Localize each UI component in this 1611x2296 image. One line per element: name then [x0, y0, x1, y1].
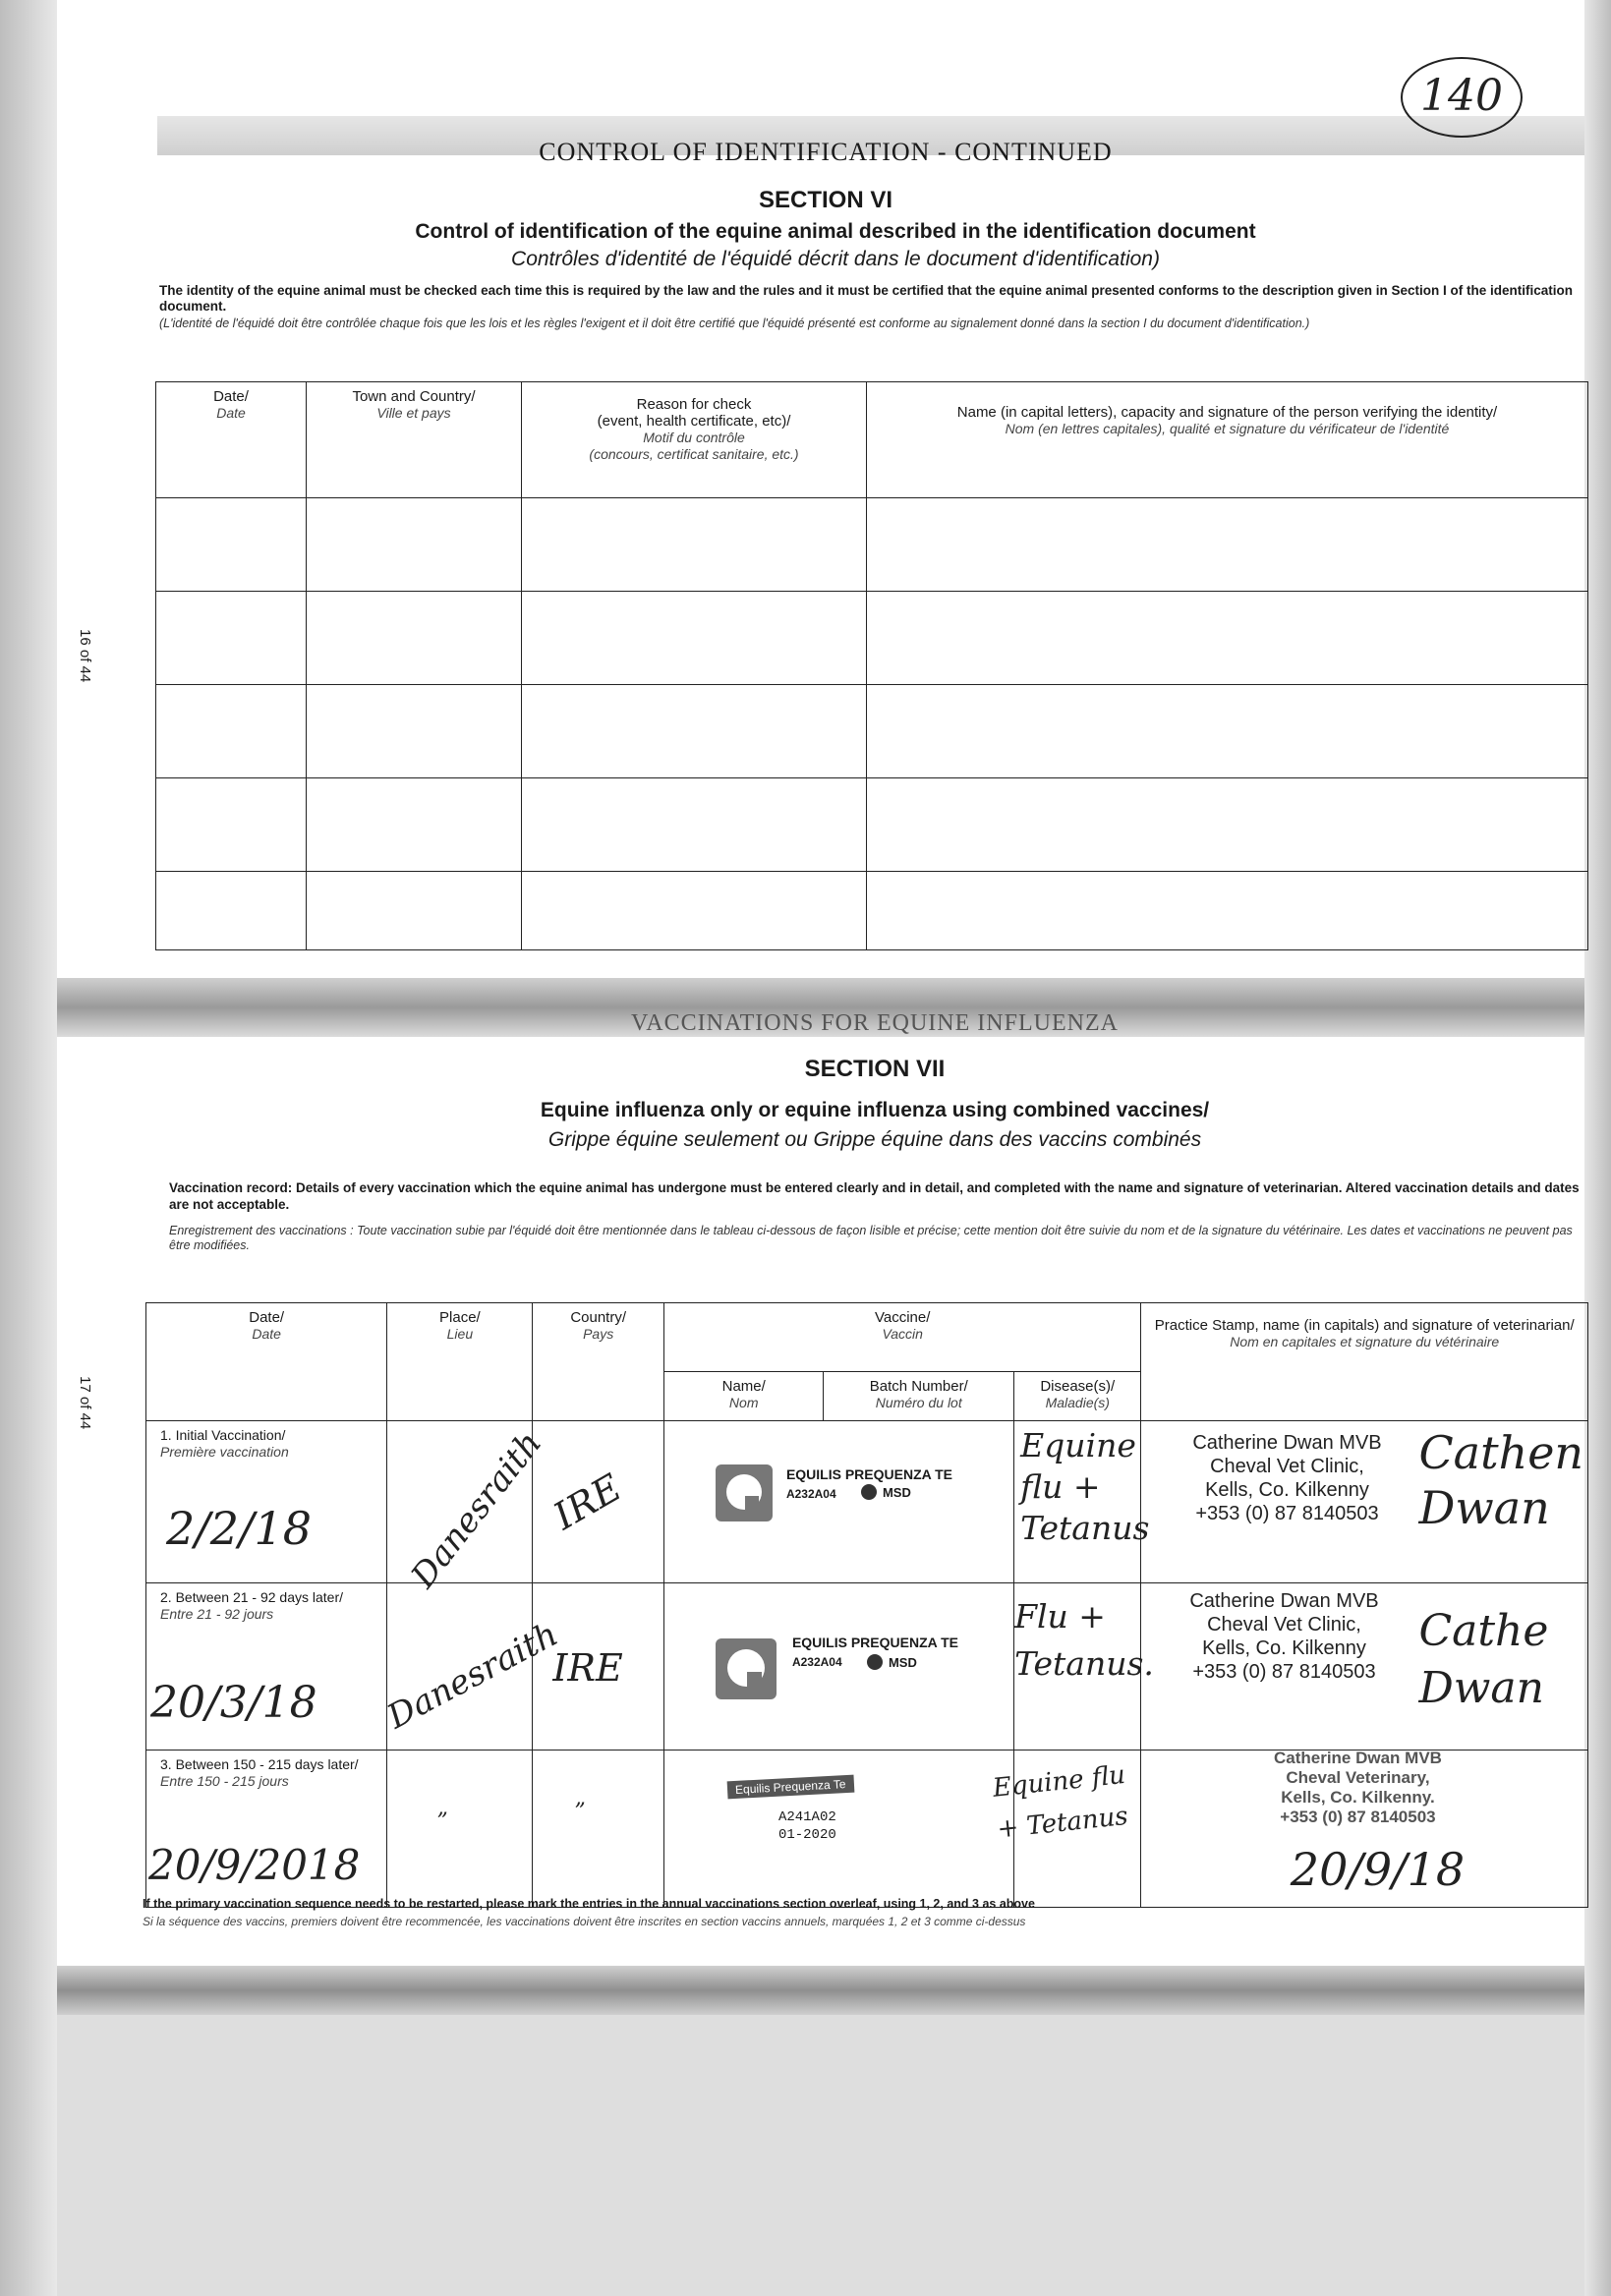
row2-place: Danesraith	[381, 1614, 565, 1738]
row1-maker: MSD	[882, 1485, 911, 1500]
s6-intro-en: The identity of the equine animal must be checked each time this is required by the law and the rules and it must be certified that the equine animal presented conforms to the description given in Section I of the identification document.	[159, 283, 1574, 314]
row1-disease-cell	[1014, 1421, 1150, 1583]
row2-country-cell	[533, 1583, 664, 1751]
fold-shadow-bottom	[0, 1966, 1611, 2015]
row1-place-cell	[387, 1421, 550, 1596]
s7-title-en: Equine influenza only or equine influenza using combined vaccines/	[540, 1099, 1210, 1121]
table-row	[146, 1751, 1588, 1908]
row3-date-cell: 3. Between 150 - 215 days later/ Entre 150 - 215 jours 20/9/2018	[146, 1751, 387, 1908]
s7-title-fr: Grippe équine seulement ou Grippe équine dans des vaccins combinés	[547, 1128, 1202, 1151]
row1-country-cell	[533, 1421, 664, 1583]
table-row	[156, 778, 1588, 872]
vcol-place-header: Place/ Lieu	[387, 1303, 533, 1421]
row3-place-cell	[387, 1751, 533, 1908]
top-banner: CONTROL OF IDENTIFICATION - CONTINUED	[539, 138, 1113, 166]
s7-side-page-number: 17 of 44	[77, 1376, 93, 1430]
vaccine-logo-icon	[716, 1638, 777, 1699]
page-number-circle: 140	[1401, 57, 1523, 138]
row3-disease-cell	[991, 1751, 1141, 1908]
s6-intro-fr: (L'identité de l'équidé doit être contrôlée chaque fois que les lois et les règles l'exigent et il doit être certifié que l'équidé présenté est conforme au signalement donné dans la section I du document d'identification.)	[159, 316, 1310, 330]
table-row	[156, 872, 1588, 950]
row3-vaccine-sticker	[663, 1751, 1013, 1908]
table-row	[146, 1421, 1588, 1583]
vcol-date-header: Date/ Date	[146, 1303, 387, 1421]
col-date-header: Date/ Date	[156, 382, 307, 498]
row1-disease: Equine flu + Tetanus	[1020, 1426, 1150, 1547]
s7-section-title: SECTION VII	[804, 1056, 946, 1082]
bottom-grey-area	[54, 2015, 1592, 2296]
row3-vaccine-name: Equilis Prequenza Te	[727, 1775, 854, 1800]
row2-maker: MSD	[888, 1655, 917, 1670]
vcol-stamp-header: Practice Stamp, name (in capitals) and signature of veterinarian/ Nom en capitales et signature du vétérinaire	[1141, 1303, 1588, 1421]
row1-signature: Cathen Dwan	[1418, 1426, 1584, 1534]
row2-place-cell	[381, 1583, 565, 1751]
s6-title-en: Control of identification of the equine animal described in the identification document	[415, 220, 1256, 243]
row3-batch: A241A02	[777, 1809, 836, 1825]
s6-side-page-number: 16 of 44	[77, 629, 93, 683]
row1-place: Danesraith	[404, 1423, 550, 1596]
col-town-header: Town and Country/ Ville et pays	[307, 382, 522, 498]
left-edge-shadow	[0, 0, 57, 2296]
s7-intro-fr: Enregistrement des vaccinations : Toute vaccination subie par l'équidé doit être mentionnée dans le tableau ci-dessous de façon lisible et précise; cette mention doit être suivie du nom et de la signature du vétérinaire. Les dates et vaccinations ne peuvent pas être modifiées.	[169, 1224, 1573, 1252]
table-row	[146, 1583, 1588, 1751]
vcol-vaccine-header: Vaccine/ Vaccin	[663, 1303, 1141, 1372]
row2-batch: A232A04	[791, 1655, 842, 1669]
s7-footer-fr: Si la séquence des vaccins, premiers doivent être recommencée, les vaccinations doivent être inscrites en section vaccins annuels, marquées 1, 2 et 3 comme ci-dessus	[143, 1915, 1026, 1928]
table-row	[156, 498, 1588, 592]
table-row	[156, 592, 1588, 685]
row3-stamp-cell: Catherine Dwan MVB Cheval Veterinary, Kells, Co. Kilkenny. +353 (0) 87 8140503 20/9/18	[1141, 1751, 1588, 1908]
col-name-header: Name (in capital letters), capacity and signature of the person verifying the identity/ Nom (en lettres capitales), qualité et signature du vérificateur de l'identité	[867, 382, 1588, 498]
s7-footer-en: If the primary vaccination sequence needs to be restarted, please mark the entries in the annual vaccinations section overleaf, using 1, 2, and 3 as above	[143, 1897, 1035, 1911]
row2-signature: Cathe Dwan	[1418, 1606, 1549, 1713]
right-edge-shadow	[1584, 0, 1611, 2296]
row2-vaccine-sticker	[663, 1583, 1013, 1751]
row2-disease: Flu + Tetanus.	[1014, 1597, 1154, 1683]
msd-logo-icon	[867, 1654, 883, 1670]
row1-vaccine-name: EQUILIS PREQUENZA TE	[785, 1466, 952, 1482]
row2-stamp-cell: Catherine Dwan MVB Cheval Vet Clinic, Kells, Co. Kilkenny +353 (0) 87 8140503 Cathe Dwan	[1141, 1583, 1588, 1751]
s7-banner: VACCINATIONS FOR EQUINE INFLUENZA	[631, 1010, 1119, 1036]
vaccine-logo-icon	[716, 1464, 773, 1521]
row2-date-cell: 2. Between 21 - 92 days later/ Entre 21 - 92 jours 20/3/18	[146, 1583, 387, 1751]
row1-stamp-cell: Catherine Dwan MVB Cheval Vet Clinic, Kells, Co. Kilkenny +353 (0) 87 8140503 Cathen Dwan	[1141, 1421, 1588, 1583]
row3-disease: Equine flu + Tetanus	[991, 1759, 1130, 1845]
row1-country: IRE	[547, 1465, 629, 1538]
vcol-country-header: Country/ Pays	[533, 1303, 664, 1421]
row3-signature: 20/9/18	[1290, 1843, 1466, 1896]
row3-country-cell	[533, 1751, 664, 1908]
row1-batch: A232A04	[785, 1487, 836, 1501]
row3-expiry: 01-2020	[777, 1827, 836, 1843]
row3-place: ”	[436, 1809, 448, 1834]
s6-section-title: SECTION VI	[758, 187, 893, 213]
row3-country: ”	[574, 1800, 586, 1824]
row1-date-cell: 1. Initial Vaccination/ Première vaccination 2/2/18	[146, 1421, 387, 1583]
table-row	[156, 685, 1588, 778]
vaccination-table	[145, 1302, 1588, 1908]
vcol-disease-header: Disease(s)/ Maladie(s)	[1014, 1372, 1141, 1421]
s7-intro-en: Vaccination record: Details of every vaccination which the equine animal has undergone must be entered clearly and in detail, and completed with the name and signature of veterinarian. Altered vaccination details and dates are not acceptable.	[169, 1180, 1580, 1212]
row2-vaccine-name: EQUILIS PREQUENZA TE	[791, 1635, 958, 1650]
row3-date: 20/9/2018	[148, 1841, 361, 1889]
row1-vaccine-sticker	[663, 1421, 1013, 1583]
row2-country: IRE	[552, 1646, 623, 1690]
msd-logo-icon	[861, 1484, 877, 1500]
row2-date: 20/3/18	[150, 1678, 317, 1728]
s6-title-fr: Contrôles d'identité de l'équidé décrit dans le document d'identification)	[511, 248, 1160, 270]
identity-check-table	[155, 381, 1588, 950]
row1-date: 2/2/18	[166, 1502, 313, 1555]
vcol-name-header: Name/ Nom	[663, 1372, 824, 1421]
col-reason-header: Reason for check (event, health certificate, etc)/ Motif du contrôle (concours, certificat sanitaire, etc.)	[522, 382, 867, 498]
vcol-batch-header: Batch Number/ Numéro du lot	[824, 1372, 1014, 1421]
row2-disease-cell	[1014, 1583, 1154, 1751]
